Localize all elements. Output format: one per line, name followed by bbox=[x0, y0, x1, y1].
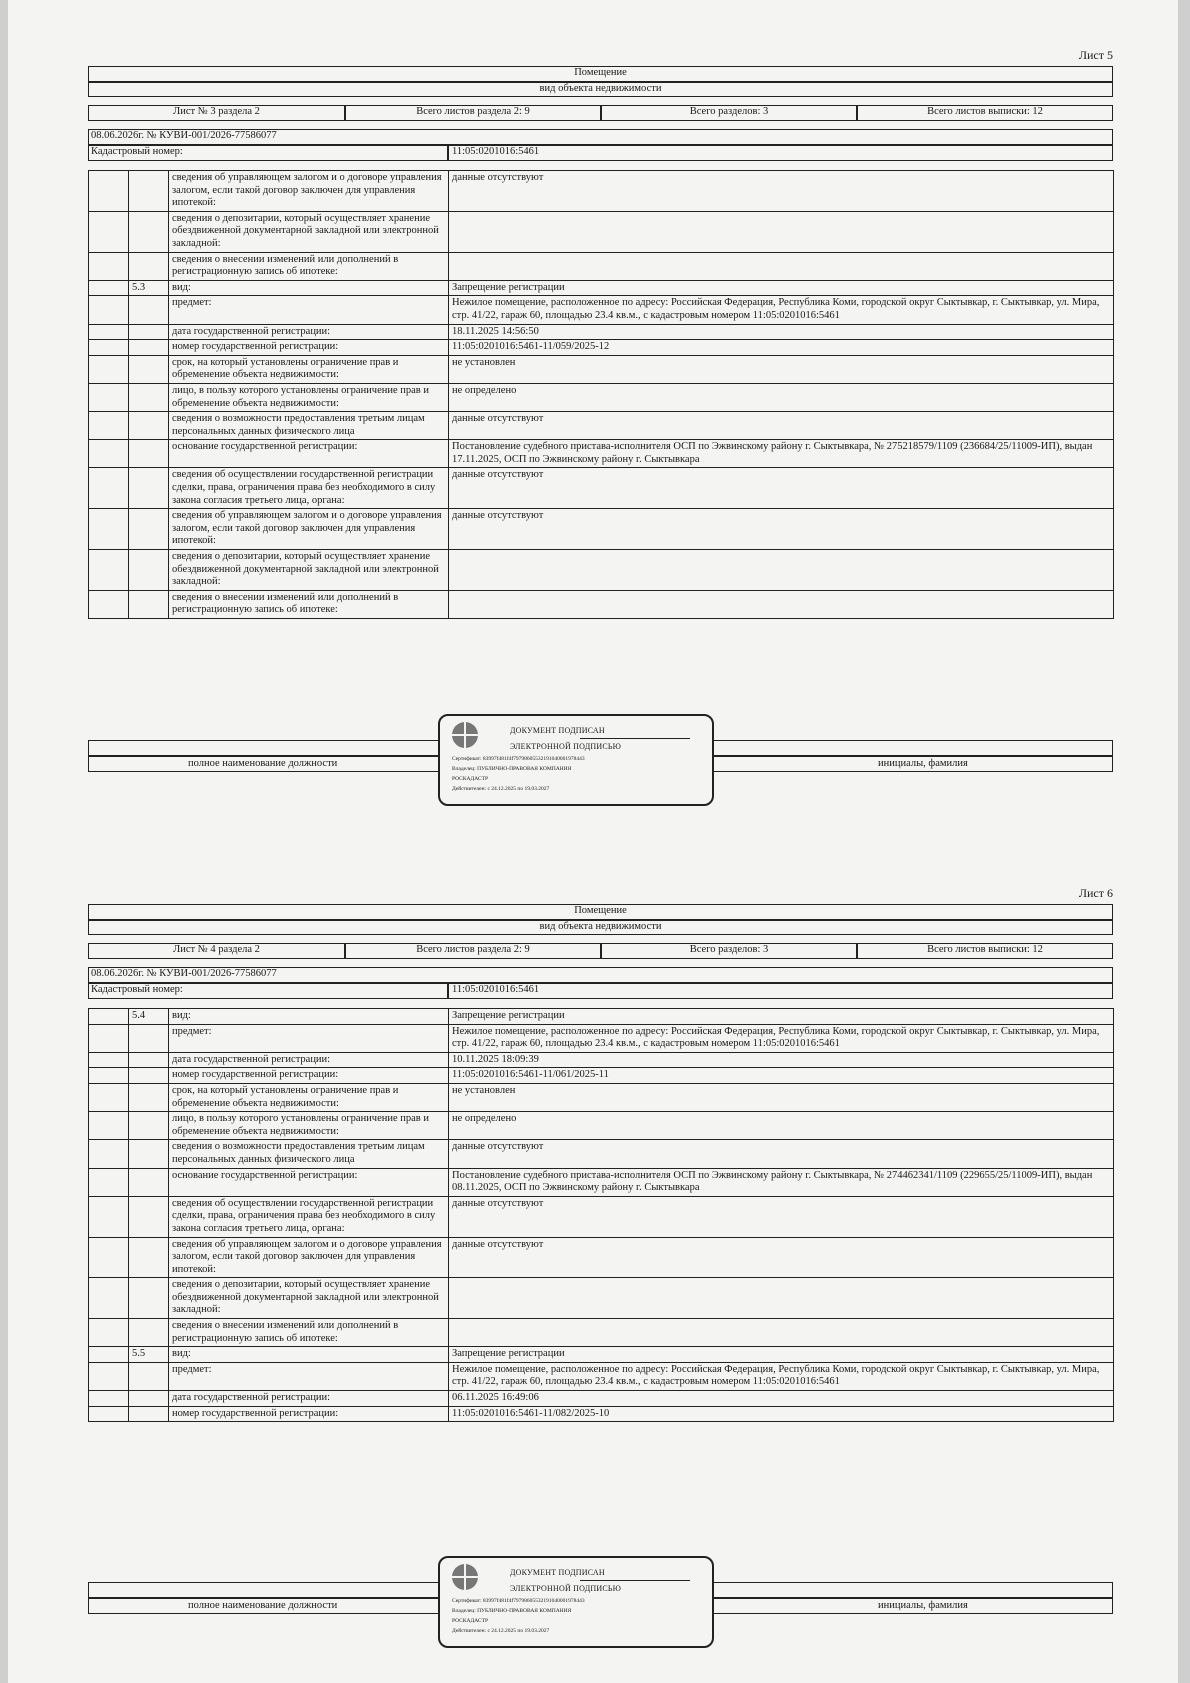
row-label: вид: bbox=[169, 1347, 449, 1363]
row-value: Нежилое помещение, расположенное по адресу: Российская Федерация, Республика Коми, городской округ Сыктывкар, г. Сыктывкар, ул. Мира, стр. 41/22, гараж 60, площадью 23.4 кв.м., с кадастровым номером 11:05:0201016:5461 bbox=[449, 1024, 1114, 1052]
row-label: срок, на который установлены ограничение прав и обременение объекта недвижимости: bbox=[169, 1083, 449, 1111]
section-sheet: Лист № 4 раздела 2 bbox=[88, 943, 345, 959]
row-number bbox=[129, 1237, 169, 1278]
row-number bbox=[129, 211, 169, 252]
table-row bbox=[89, 280, 1114, 296]
row-value: 11:05:0201016:5461-11/061/2025-11 bbox=[449, 1068, 1114, 1084]
row-label: основание государственной регистрации: bbox=[169, 1168, 449, 1196]
row-indent-cell bbox=[89, 1347, 129, 1363]
row-value: данные отсутствуют bbox=[449, 1140, 1114, 1168]
row-number bbox=[129, 509, 169, 550]
row-indent-cell bbox=[89, 1140, 129, 1168]
stamp-line-1: ДОКУМЕНТ ПОДПИСАН bbox=[510, 1568, 605, 1577]
row-label: сведения о депозитарии, который осуществляет хранение обездвиженной документарной закладной или электронной закладной: bbox=[169, 550, 449, 591]
row-label: предмет: bbox=[169, 1362, 449, 1390]
row-value: 06.11.2025 16:49:06 bbox=[449, 1391, 1114, 1407]
table-row bbox=[89, 1052, 1114, 1068]
total-sections: Всего разделов: 3 bbox=[601, 105, 857, 121]
row-indent-cell bbox=[89, 252, 129, 280]
row-label: лицо, в пользу которого установлены ограничение прав и обременение объекта недвижимости: bbox=[169, 383, 449, 411]
stamp-validity: Действителен: с 24.12.2025 по 19.03.2027 bbox=[452, 786, 550, 792]
stamp-divider bbox=[580, 738, 690, 739]
e-signature-stamp bbox=[438, 1556, 714, 1648]
row-indent-cell bbox=[89, 324, 129, 340]
table-row bbox=[89, 296, 1114, 324]
row-label: предмет: bbox=[169, 296, 449, 324]
table-row bbox=[89, 1009, 1114, 1025]
stamp-owner: Владелец: ПУБЛИЧНО-ПРАВОВАЯ КОМПАНИЯ bbox=[452, 1608, 572, 1614]
row-value bbox=[449, 1319, 1114, 1347]
row-indent-cell bbox=[89, 1168, 129, 1196]
row-indent-cell bbox=[89, 280, 129, 296]
row-value: 11:05:0201016:5461-11/082/2025-10 bbox=[449, 1406, 1114, 1422]
table-row bbox=[89, 1083, 1114, 1111]
row-value: не определено bbox=[449, 383, 1114, 411]
table-row bbox=[89, 1391, 1114, 1407]
row-number bbox=[129, 550, 169, 591]
row-indent-cell bbox=[89, 340, 129, 356]
row-value: не установлен bbox=[449, 1083, 1114, 1111]
stamp-owner: Владелец: ПУБЛИЧНО-ПРАВОВАЯ КОМПАНИЯ bbox=[452, 766, 572, 772]
row-number bbox=[129, 1024, 169, 1052]
table-row bbox=[89, 1319, 1114, 1347]
stamp-line-2: ЭЛЕКТРОННОЙ ПОДПИСЬЮ bbox=[510, 742, 622, 751]
row-value: 10.11.2025 18:09:39 bbox=[449, 1052, 1114, 1068]
section-sheet: Лист № 3 раздела 2 bbox=[88, 105, 345, 121]
name-label: инициалы, фамилия bbox=[878, 758, 968, 769]
row-value bbox=[449, 550, 1114, 591]
row-indent-cell bbox=[89, 1112, 129, 1140]
row-indent-cell bbox=[89, 1068, 129, 1084]
row-value: Нежилое помещение, расположенное по адресу: Российская Федерация, Республика Коми, городской округ Сыктывкар, г. Сыктывкар, ул. Мира, стр. 41/22, гараж 60, площадью 23.4 кв.м., с кадастровым номером 11:05:0201016:5461 bbox=[449, 296, 1114, 324]
row-indent-cell bbox=[89, 383, 129, 411]
table-row bbox=[89, 1112, 1114, 1140]
sheet-number: Лист 6 bbox=[1078, 886, 1113, 900]
row-number: 5.5 bbox=[129, 1347, 169, 1363]
cadastral-label: Кадастровый номер: bbox=[88, 145, 448, 161]
row-label: вид: bbox=[169, 1009, 449, 1025]
row-indent-cell bbox=[89, 1278, 129, 1319]
row-number bbox=[129, 340, 169, 356]
document-reference: 08.06.2026г. № КУВИ-001/2026-77586077 bbox=[88, 967, 1113, 983]
table-row bbox=[89, 340, 1114, 356]
row-value: данные отсутствуют bbox=[449, 412, 1114, 440]
row-indent-cell bbox=[89, 1319, 129, 1347]
table-row bbox=[89, 355, 1114, 383]
row-label: дата государственной регистрации: bbox=[169, 1391, 449, 1407]
stamp-divider bbox=[580, 1580, 690, 1581]
row-label: сведения об управляющем залогом и о договоре управления залогом, если такой договор заключен для управления ипотекой: bbox=[169, 171, 449, 212]
row-number bbox=[129, 1112, 169, 1140]
cadastral-number: 11:05:0201016:5461 bbox=[448, 145, 1113, 161]
stamp-certificate: Сертификат: 83997f481f4f79798605532191040001978443 bbox=[452, 1598, 585, 1604]
row-label: предмет: bbox=[169, 1024, 449, 1052]
table-row bbox=[89, 1362, 1114, 1390]
document-reference: 08.06.2026г. № КУВИ-001/2026-77586077 bbox=[88, 129, 1113, 145]
row-number bbox=[129, 590, 169, 618]
table-row bbox=[89, 509, 1114, 550]
row-value: данные отсутствуют bbox=[449, 171, 1114, 212]
row-indent-cell bbox=[89, 1237, 129, 1278]
row-number bbox=[129, 468, 169, 509]
total-section-sheets: Всего листов раздела 2: 9 bbox=[345, 943, 601, 959]
row-label: сведения о возможности предоставления третьим лицам персональных данных физического лица bbox=[169, 412, 449, 440]
document-page bbox=[8, 0, 1178, 1683]
row-value: данные отсутствуют bbox=[449, 1196, 1114, 1237]
table-row bbox=[89, 1068, 1114, 1084]
row-indent-cell bbox=[89, 590, 129, 618]
row-number bbox=[129, 171, 169, 212]
stamp-line-1: ДОКУМЕНТ ПОДПИСАН bbox=[510, 726, 605, 735]
row-indent-cell bbox=[89, 211, 129, 252]
row-number bbox=[129, 1278, 169, 1319]
row-number bbox=[129, 296, 169, 324]
row-label: сведения о депозитарии, который осуществляет хранение обездвиженной документарной закладной или электронной закладной: bbox=[169, 211, 449, 252]
row-indent-cell bbox=[89, 1391, 129, 1407]
stamp-line-2: ЭЛЕКТРОННОЙ ПОДПИСЬЮ bbox=[510, 1584, 622, 1593]
row-value: данные отсутствуют bbox=[449, 509, 1114, 550]
row-number bbox=[129, 1196, 169, 1237]
table-row bbox=[89, 1140, 1114, 1168]
row-number bbox=[129, 1391, 169, 1407]
object-type: Помещение bbox=[88, 904, 1113, 920]
rosreestr-logo-icon bbox=[452, 722, 478, 748]
row-indent-cell bbox=[89, 468, 129, 509]
row-label: дата государственной регистрации: bbox=[169, 1052, 449, 1068]
row-value: данные отсутствуют bbox=[449, 1237, 1114, 1278]
row-value bbox=[449, 590, 1114, 618]
table-row bbox=[89, 590, 1114, 618]
stamp-validity: Действителен: с 24.12.2025 по 19.03.2027 bbox=[452, 1628, 550, 1634]
row-indent-cell bbox=[89, 440, 129, 468]
position-label: полное наименование должности bbox=[188, 1600, 338, 1611]
row-label: сведения об управляющем залогом и о договоре управления залогом, если такой договор заключен для управления ипотекой: bbox=[169, 1237, 449, 1278]
cadastral-number: 11:05:0201016:5461 bbox=[448, 983, 1113, 999]
row-indent-cell bbox=[89, 509, 129, 550]
row-number bbox=[129, 440, 169, 468]
row-value: 18.11.2025 14:56:50 bbox=[449, 324, 1114, 340]
position-label: полное наименование должности bbox=[188, 758, 338, 769]
row-number bbox=[129, 383, 169, 411]
row-value: данные отсутствуют bbox=[449, 468, 1114, 509]
stamp-owner-2: РОСКАДАСТР bbox=[452, 1618, 489, 1624]
row-value: Постановление судебного пристава-исполнителя ОСП по Эжвинскому району г. Сыктывкара, № 274462341/1109 (229655/25/11009-ИП), выдан 08.11.2025, ОСП по Эжвинскому району г. Сыктывкара bbox=[449, 1168, 1114, 1196]
row-label: лицо, в пользу которого установлены ограничение прав и обременение объекта недвижимости: bbox=[169, 1112, 449, 1140]
table-row bbox=[89, 171, 1114, 212]
row-label: сведения об управляющем залогом и о договоре управления залогом, если такой договор заключен для управления ипотекой: bbox=[169, 509, 449, 550]
row-value: не установлен bbox=[449, 355, 1114, 383]
row-indent-cell bbox=[89, 550, 129, 591]
row-number bbox=[129, 355, 169, 383]
total-sections: Всего разделов: 3 bbox=[601, 943, 857, 959]
row-label: вид: bbox=[169, 280, 449, 296]
row-indent-cell bbox=[89, 1406, 129, 1422]
row-indent-cell bbox=[89, 412, 129, 440]
encumbrance-table bbox=[88, 1008, 1114, 1422]
object-type: Помещение bbox=[88, 66, 1113, 82]
table-row bbox=[89, 211, 1114, 252]
table-row bbox=[89, 1196, 1114, 1237]
row-value bbox=[449, 252, 1114, 280]
row-number bbox=[129, 1140, 169, 1168]
total-extract-sheets: Всего листов выписки: 12 bbox=[857, 943, 1113, 959]
table-row bbox=[89, 1024, 1114, 1052]
row-label: основание государственной регистрации: bbox=[169, 440, 449, 468]
row-number bbox=[129, 1052, 169, 1068]
row-label: сведения о депозитарии, который осуществляет хранение обездвиженной документарной закладной или электронной закладной: bbox=[169, 1278, 449, 1319]
sheet-number: Лист 5 bbox=[1078, 48, 1113, 62]
row-indent-cell bbox=[89, 171, 129, 212]
row-label: дата государственной регистрации: bbox=[169, 324, 449, 340]
object-type-caption: вид объекта недвижимости bbox=[88, 82, 1113, 97]
table-row bbox=[89, 468, 1114, 509]
row-value: 11:05:0201016:5461-11/059/2025-12 bbox=[449, 340, 1114, 356]
table-row bbox=[89, 252, 1114, 280]
row-indent-cell bbox=[89, 1196, 129, 1237]
rosreestr-logo-icon bbox=[452, 1564, 478, 1590]
total-extract-sheets: Всего листов выписки: 12 bbox=[857, 105, 1113, 121]
row-number bbox=[129, 1406, 169, 1422]
row-value: Нежилое помещение, расположенное по адресу: Российская Федерация, Республика Коми, городской округ Сыктывкар, г. Сыктывкар, ул. Мира, стр. 41/22, гараж 60, площадью 23.4 кв.м., с кадастровым номером 11:05:0201016:5461 bbox=[449, 1362, 1114, 1390]
row-label: сведения о внесении изменений или дополнений в регистрационную запись об ипотеке: bbox=[169, 1319, 449, 1347]
row-value: Запрещение регистрации bbox=[449, 1009, 1114, 1025]
row-indent-cell bbox=[89, 1052, 129, 1068]
row-number bbox=[129, 1083, 169, 1111]
e-signature-stamp bbox=[438, 714, 714, 806]
row-number: 5.3 bbox=[129, 280, 169, 296]
row-label: номер государственной регистрации: bbox=[169, 1406, 449, 1422]
name-label: инициалы, фамилия bbox=[878, 1600, 968, 1611]
row-number bbox=[129, 1362, 169, 1390]
row-label: номер государственной регистрации: bbox=[169, 1068, 449, 1084]
stamp-owner-2: РОСКАДАСТР bbox=[452, 776, 489, 782]
row-number bbox=[129, 1068, 169, 1084]
row-value bbox=[449, 1278, 1114, 1319]
row-number bbox=[129, 1168, 169, 1196]
row-value: Постановление судебного пристава-исполнителя ОСП по Эжвинскому району г. Сыктывкара, № 275218579/1109 (236684/25/11009-ИП), выдан 17.11.2025, ОСП по Эжвинскому району г. Сыктывкара bbox=[449, 440, 1114, 468]
row-indent-cell bbox=[89, 1362, 129, 1390]
table-row bbox=[89, 550, 1114, 591]
row-value: Запрещение регистрации bbox=[449, 1347, 1114, 1363]
table-row bbox=[89, 1278, 1114, 1319]
row-label: сведения об осуществлении государственной регистрации сделки, права, ограничения права без необходимого в силу закона согласия третьего лица, органа: bbox=[169, 468, 449, 509]
row-label: сведения об осуществлении государственной регистрации сделки, права, ограничения права без необходимого в силу закона согласия третьего лица, органа: bbox=[169, 1196, 449, 1237]
row-indent-cell bbox=[89, 296, 129, 324]
row-number: 5.4 bbox=[129, 1009, 169, 1025]
row-value: Запрещение регистрации bbox=[449, 280, 1114, 296]
row-label: срок, на который установлены ограничение прав и обременение объекта недвижимости: bbox=[169, 355, 449, 383]
object-type-caption: вид объекта недвижимости bbox=[88, 920, 1113, 935]
row-number bbox=[129, 1319, 169, 1347]
table-row bbox=[89, 440, 1114, 468]
total-section-sheets: Всего листов раздела 2: 9 bbox=[345, 105, 601, 121]
table-row bbox=[89, 1347, 1114, 1363]
row-number bbox=[129, 252, 169, 280]
row-label: сведения о возможности предоставления третьим лицам персональных данных физического лица bbox=[169, 1140, 449, 1168]
table-row bbox=[89, 412, 1114, 440]
row-indent-cell bbox=[89, 1083, 129, 1111]
table-row bbox=[89, 383, 1114, 411]
table-row bbox=[89, 324, 1114, 340]
row-label: номер государственной регистрации: bbox=[169, 340, 449, 356]
stamp-certificate: Сертификат: 83997f481f4f79798605532191040001978443 bbox=[452, 756, 585, 762]
row-value: не определено bbox=[449, 1112, 1114, 1140]
encumbrance-table bbox=[88, 170, 1114, 619]
row-value bbox=[449, 211, 1114, 252]
table-row bbox=[89, 1168, 1114, 1196]
table-row bbox=[89, 1406, 1114, 1422]
row-number bbox=[129, 412, 169, 440]
row-number bbox=[129, 324, 169, 340]
row-indent-cell bbox=[89, 355, 129, 383]
table-row bbox=[89, 1237, 1114, 1278]
row-indent-cell bbox=[89, 1024, 129, 1052]
row-label: сведения о внесении изменений или дополнений в регистрационную запись об ипотеке: bbox=[169, 252, 449, 280]
cadastral-label: Кадастровый номер: bbox=[88, 983, 448, 999]
row-label: сведения о внесении изменений или дополнений в регистрационную запись об ипотеке: bbox=[169, 590, 449, 618]
row-indent-cell bbox=[89, 1009, 129, 1025]
